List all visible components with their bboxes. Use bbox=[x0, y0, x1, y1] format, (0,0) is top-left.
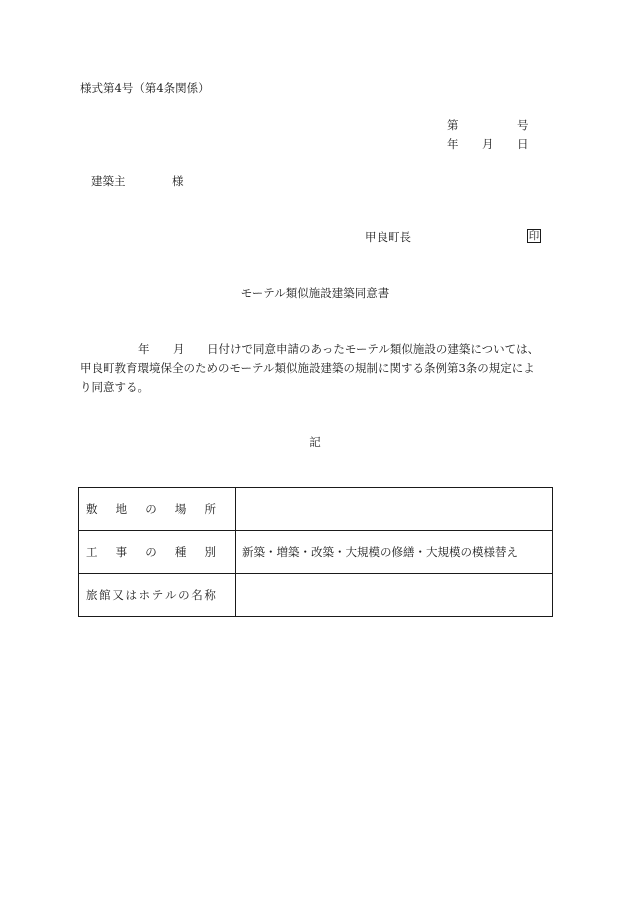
body-line-1: 日付けで同意申請のあったモーテル類似施設の建築については、 bbox=[207, 342, 540, 356]
row-label-char: 事 bbox=[115, 545, 128, 559]
body-line-2: 甲良町教育環境保全のためのモーテル類似施設建築の規制に関する条例第3条の規定によ bbox=[80, 361, 535, 375]
form-number: 様式第4号（第4条関係） bbox=[80, 81, 210, 95]
row-label-cell bbox=[79, 574, 236, 617]
row-label bbox=[86, 544, 216, 560]
row-label-char: 名 bbox=[191, 588, 203, 602]
issuer-title: 甲良町長 bbox=[365, 230, 411, 244]
detail-table bbox=[78, 487, 553, 617]
row-label-char: の bbox=[145, 502, 157, 516]
row-label-char: ル bbox=[164, 588, 177, 602]
document-title: モーテル類似施設建築同意書 bbox=[240, 286, 390, 300]
row-label-char: テ bbox=[151, 588, 164, 602]
record-heading: 記 bbox=[309, 435, 321, 449]
body-year-label: 年 bbox=[138, 342, 150, 356]
date-year-label: 年 bbox=[447, 137, 459, 151]
body-month-label: 月 bbox=[173, 342, 185, 356]
document-number-suffix: 号 bbox=[517, 118, 529, 132]
row-label-char: 敷 bbox=[86, 502, 98, 516]
row-label-char: 旅 bbox=[86, 588, 98, 602]
row-value bbox=[236, 574, 553, 617]
row-label-char: は bbox=[125, 588, 137, 602]
date-month-label: 月 bbox=[482, 137, 494, 151]
detail-table-body bbox=[79, 488, 553, 617]
row-label-char: 種 bbox=[174, 545, 187, 559]
document-number-prefix: 第 bbox=[447, 118, 459, 132]
row-label-char: 場 bbox=[174, 502, 187, 516]
row-label-char: 館 bbox=[99, 588, 111, 602]
row-label-char: 又 bbox=[112, 588, 124, 602]
row-label-char: 工 bbox=[86, 545, 98, 559]
row-label-char: 地 bbox=[115, 502, 128, 516]
row-label-char: 称 bbox=[204, 588, 216, 602]
row-value bbox=[236, 488, 553, 531]
row-label bbox=[86, 587, 216, 603]
row-label-char: の bbox=[145, 545, 157, 559]
table-row bbox=[79, 574, 553, 617]
table-row bbox=[79, 488, 553, 531]
date-day-label: 日 bbox=[517, 137, 529, 151]
row-label-cell bbox=[79, 531, 236, 574]
seal-mark: 印 bbox=[528, 229, 540, 242]
row-label-char: 別 bbox=[204, 545, 216, 559]
row-label-char: の bbox=[178, 588, 190, 602]
row-label-cell bbox=[79, 488, 236, 531]
row-label-char: ホ bbox=[138, 588, 151, 602]
addressee-label: 建築主 bbox=[91, 174, 126, 188]
table-row bbox=[79, 531, 553, 574]
row-label-char: 所 bbox=[204, 502, 216, 516]
row-value: 新築・増築・改築・大規模の修繕・大規模の模様替え bbox=[236, 531, 553, 574]
row-label bbox=[86, 501, 216, 517]
body-line-3: り同意する。 bbox=[80, 380, 149, 394]
addressee-honorific: 様 bbox=[172, 174, 184, 188]
